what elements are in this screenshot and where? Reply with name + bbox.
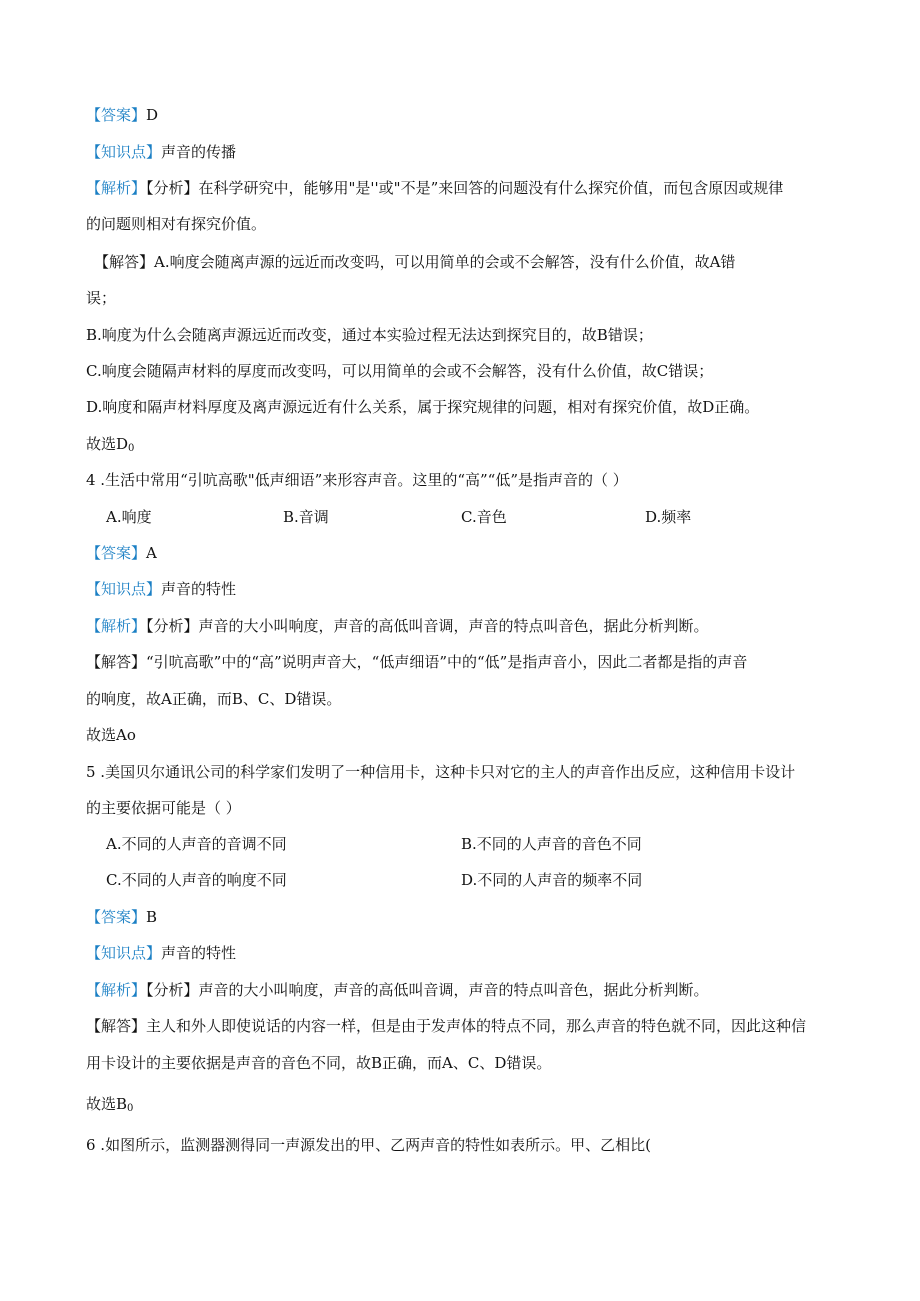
q5-analysis: 【分析】声音的大小叫响度，声音的高低叫音调，声音的特点叫音色，据此分析判断。: [146, 981, 709, 999]
knowledge-tag: 【知识点】: [86, 580, 162, 598]
q4-conclusion: 故选Ao: [86, 726, 136, 744]
q3-solve-c: C.响度会随隔声材料的厚度而改变吗，可以用简单的会或不会解答，没有什么价值，故C错误；: [86, 362, 714, 380]
q3-answer: D: [146, 106, 159, 124]
q5-option-a: A.不同的人声音的音调不同: [106, 835, 287, 853]
q4-stem: 4 .生活中常用“引吭高歌"低声细语”来形容声音。这里的“高”“低”是指声音的（ ）: [86, 471, 628, 489]
q5-answer: B: [146, 908, 158, 926]
q5-option-d: D.不同的人声音的频率不同: [461, 871, 643, 889]
q5-solve-cont: 用卡设计的主要依据是声音的音色不同，故B正确，而A、C、D错误。: [86, 1054, 552, 1072]
q4-option-c: C.音色: [461, 508, 507, 526]
q6-stem: 6 .如图所示，监测器测得同一声源发出的甲、乙两声音的特性如表所示。甲、乙相比(: [86, 1136, 651, 1154]
knowledge-tag: 【知识点】: [86, 944, 162, 962]
q4-option-a: A.响度: [106, 508, 152, 526]
q5-answer-line: [86, 907, 157, 927]
q3-conclusion-text: 故选D: [86, 435, 129, 453]
q5-option-c: C.不同的人声音的响度不同: [106, 871, 287, 889]
q5-option-b: B.不同的人声音的音色不同: [461, 835, 642, 853]
q3-analysis-line: [86, 178, 783, 198]
answer-tag: 【答案】: [86, 544, 147, 562]
q4-knowledge: 声音的特性: [161, 580, 237, 598]
answer-tag: 【答案】: [86, 908, 147, 926]
q5-stem: 5 .美国贝尔通讯公司的科学家们发明了一种信用卡，这种卡只对它的主人的声音作出反应，这种信用卡设计: [86, 763, 796, 781]
q4-solve: 【解答】“引吭高歌”中的“高”说明声音大，“低声细语”中的“低”是指声音小，因此二者都是指的声音: [86, 653, 748, 671]
q3-solve-d: D.响度和隔声材料厚度及离声源远近有什么关系，属于探究规律的问题，相对有探究价值，故D正确。: [86, 398, 760, 416]
q5-conclusion: [86, 1094, 133, 1119]
q3-solve-b: B.响度为什么会随离声源远近而改变，通过本实验过程无法达到探究目的，故B错误；: [86, 326, 653, 344]
q5-solve: 【解答】主人和外人即使说话的内容一样，但是由于发声体的特点不同，那么声音的特色就不同，因此这种信: [86, 1017, 807, 1035]
q4-answer-line: [86, 543, 157, 563]
analysis-tag: 【解析】: [86, 179, 147, 197]
q5-analysis-line: [86, 980, 709, 1000]
q3-analysis-cont: 的问题则相对有探究价值。: [86, 215, 267, 233]
knowledge-tag: 【知识点】: [86, 143, 162, 161]
q4-option-d: D.频率: [645, 508, 692, 526]
q4-analysis-line: [86, 616, 709, 636]
q5-stem-cont: 的主要依据可能是（ ）: [86, 799, 241, 817]
q3-solve-cont: 误；: [86, 289, 117, 307]
q3-answer-line: [86, 105, 158, 125]
q3-conclusion: [86, 434, 134, 459]
q4-knowledge-line: [86, 579, 236, 599]
q3-conclusion-sub: 0: [128, 443, 135, 454]
q5-knowledge: 声音的特性: [161, 944, 237, 962]
q5-knowledge-line: [86, 943, 236, 963]
q5-conclusion-text: 故选B: [86, 1095, 128, 1113]
q5-conclusion-sub: 0: [127, 1103, 134, 1114]
q3-knowledge: 声音的传播: [161, 143, 237, 161]
answer-tag: 【答案】: [86, 106, 147, 124]
q4-analysis: 【分析】声音的大小叫响度，声音的高低叫音调，声音的特点叫音色，据此分析判断。: [146, 617, 709, 635]
q3-solve: 【解答】A.响度会随离声源的远近而改变吗，可以用简单的会或不会解答，没有什么价值，故A错: [94, 253, 736, 271]
analysis-tag: 【解析】: [86, 617, 147, 635]
analysis-tag: 【解析】: [86, 981, 147, 999]
q3-analysis: 【分析】在科学研究中，能够用"是''或"不是”来回答的问题没有什么探究价值，而包含原因或规律: [146, 179, 784, 197]
q4-option-b: B.音调: [283, 508, 329, 526]
q3-knowledge-line: [86, 142, 236, 162]
q4-solve-cont: 的响度，故A正确，而B、C、D错误。: [86, 690, 342, 708]
q4-answer: A: [146, 544, 157, 562]
